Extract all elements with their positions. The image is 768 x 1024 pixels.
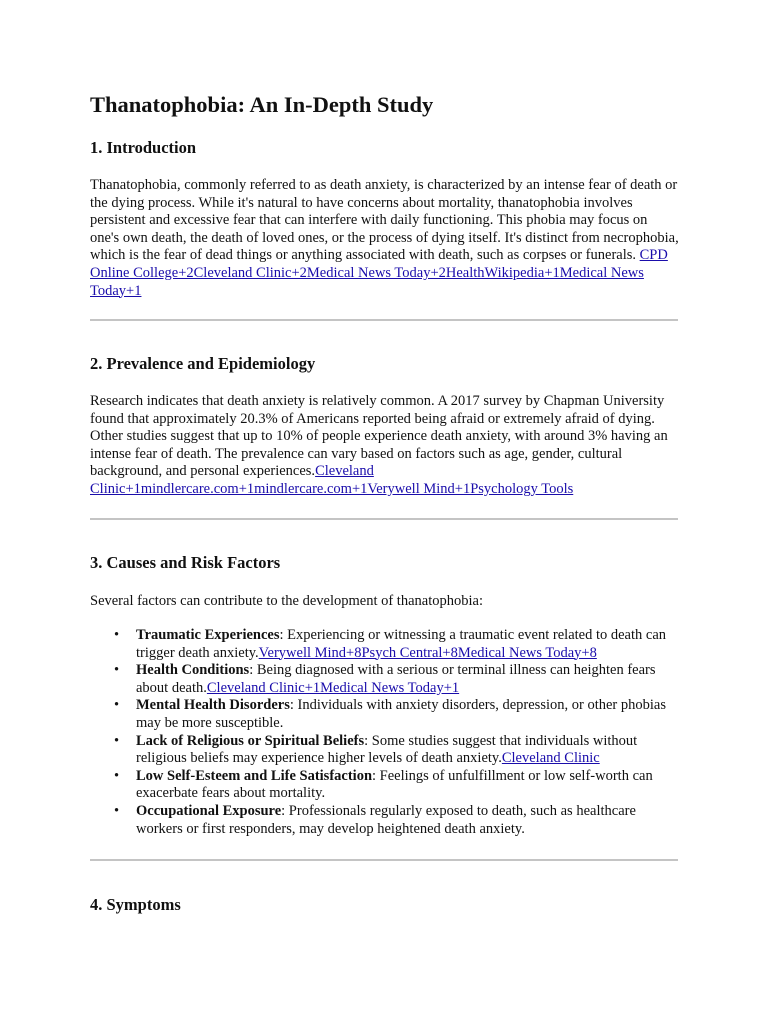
source-link[interactable]: Cleveland Clinic+1Medical News Today+1 <box>206 679 460 696</box>
source-link[interactable]: Verywell Mind+8Psych Central+8Medical News Today+8 <box>258 644 597 661</box>
source-link[interactable]: Cleveland Clinic <box>501 750 600 767</box>
list-item <box>90 662 680 697</box>
bullet-icon: • <box>114 802 120 819</box>
bullet-icon: • <box>114 767 120 784</box>
list-item <box>90 627 680 662</box>
source-link[interactable]: CPD Online College+2Cleveland Clinic+2Medical News Today+2HealthWikipedia+1Medical News Today+1 <box>90 247 668 299</box>
section-heading-symptoms: 4. Symptoms <box>90 895 181 914</box>
list-item-text: : Individuals with anxiety disorders, depression, or other phobias may be more susceptible. <box>136 697 666 731</box>
list-item-term: Traumatic Experiences <box>136 627 280 643</box>
risk-factor-list <box>90 627 680 838</box>
document-title: Thanatophobia: An In-Depth Study <box>90 92 434 117</box>
bullet-icon: • <box>114 627 120 643</box>
bullet-icon: • <box>114 732 120 749</box>
section-heading-prevalence: 2. Prevalence and Epidemiology <box>90 354 316 373</box>
list-item-term: Mental Health Disorders <box>136 697 290 714</box>
section-paragraph-prevalence <box>90 393 680 499</box>
list-item <box>90 697 680 732</box>
list-item-text: : Some studies suggest that individuals without religious beliefs may experience higher levels of death anxiety. <box>136 732 638 767</box>
section-divider <box>90 859 678 861</box>
list-item-term: Health Conditions <box>136 662 250 679</box>
paragraph-text: Research indicates that death anxiety is relatively common. A 2017 survey by Chapman University found that approximately 20.3% of Americans reported being afraid or extremely afraid of dying. Other studies suggest that up to 10% of people experience death anxiety, with around 3% having an intense fear of death. The prevalence can vary based on factors such as age, gender, cultural background, and personal experiences. <box>90 393 668 480</box>
bullet-icon: • <box>114 697 120 714</box>
list-item-term: Occupational Exposure <box>136 802 282 819</box>
section-paragraph-causes: Several factors can contribute to the development of thanatophobia: <box>90 593 483 609</box>
section-divider <box>90 518 678 520</box>
list-item-term: Lack of Religious or Spiritual Beliefs <box>136 732 365 749</box>
list-item-text: : Feelings of unfulfillment or low self-worth can exacerbate fears about mortality. <box>136 767 653 802</box>
list-item-text: : Professionals regularly exposed to death, such as healthcare workers or first responders, may develop heightened death anxiety. <box>136 802 636 837</box>
section-paragraph-introduction <box>90 177 680 300</box>
list-item <box>90 803 680 838</box>
list-item-term: Low Self-Esteem and Life Satisfaction <box>136 767 373 784</box>
section-divider <box>90 319 678 321</box>
list-item <box>90 768 680 803</box>
list-item-text: : Being diagnosed with a serious or terminal illness can heighten fears about death. <box>136 662 656 696</box>
list-item-text: : Experiencing or witnessing a traumatic event related to death can trigger death anxiety. <box>136 627 667 661</box>
paragraph-text: Thanatophobia, commonly referred to as death anxiety, is characterized by an intense fear of death or the dying process. While it's natural to have concerns about mortality, thanatophobia involves persistent and excessive fear that can interfere with daily functioning. This phobia may focus on one's own death, the death of loved ones, or the process of dying itself. It's distinct from necrophobia, which is the fear of dead things or anything associated with death, such as corpses or funerals. <box>90 177 679 264</box>
section-heading-introduction: 1. Introduction <box>90 138 197 157</box>
source-link[interactable]: Cleveland Clinic+1mindlercare.com+1mindlercare.com+1Verywell Mind+1Psychology Tools <box>90 463 574 497</box>
list-item <box>90 733 680 768</box>
section-heading-causes: 3. Causes and Risk Factors <box>90 553 281 572</box>
bullet-icon: • <box>114 662 120 679</box>
